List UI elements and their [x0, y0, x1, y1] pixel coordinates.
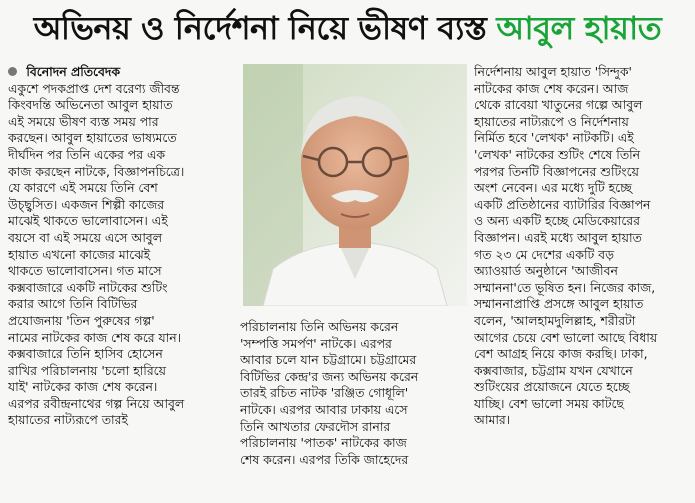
headline-accent-name: আবুল হায়াত: [496, 9, 662, 47]
text-line: হায়াতের নাট্যরূপে তারই: [8, 412, 128, 428]
text-line: পরিচালনায় 'পাতক' নাটকের কাজ: [240, 435, 407, 451]
text-line: কিংবদন্তি অভিনেতা আবুল হায়াত: [8, 97, 173, 113]
text-line: তিনি আখতার ফেরদৌস রানার: [240, 418, 391, 434]
text-line: পরপর তিনটি বিজ্ঞাপনের শুটিংয়ে: [474, 163, 639, 179]
text-line: নামের নাটকের কাজ শেষ করে যান।: [8, 329, 182, 345]
headline-main: অভিনয় ও নির্দেশনা নিয়ে ভীষণ ব্যস্ত: [33, 9, 487, 47]
text-line: গত ২৩ মে দেশের একটি বড়: [474, 246, 614, 262]
text-line: একটি প্রতিষ্ঠানের ব্যাটারির বিজ্ঞাপন: [474, 196, 651, 212]
text-line: বিটিভির কেন্দ্র'র জন্য অভিনয় করেন: [240, 368, 419, 384]
text-line: কক্সবাজারে তিনি হাসিব হোসেন: [8, 346, 163, 362]
text-line: সম্মাননা'তে ভূষিত হন। নিজের কাজ,: [474, 279, 656, 295]
text-line: 'লেখক' নাটকের শুটিং শেষে তিনি: [474, 146, 641, 162]
text-line: রাখির পরিচালনায় 'চলো হারিয়ে: [8, 362, 166, 378]
article-column-3: [474, 64, 689, 429]
text-line: হায়াতের নাট্যরূপে ও নির্দেশনায়: [474, 113, 629, 129]
text-line: মাঝেই থাকতে ভালোবাসেন। এই: [8, 213, 168, 229]
headline: [0, 0, 695, 60]
text-line: অংশ নেবেন। এর মধ্যে দুটি হচ্ছে: [474, 180, 632, 196]
text-line: অ্যাওয়ার্ড অনুষ্ঠানে 'আজীবন: [474, 263, 618, 279]
text-line: আমার।: [474, 412, 511, 428]
text-line: দীর্ঘদিন পর তিনি একের পর এক: [8, 146, 166, 162]
text-line: নাটকের কাজ শেষ করেন। আজ: [474, 80, 629, 96]
text-line: ও অন্য একটি হচ্ছে মেডিকেয়ারের: [474, 213, 640, 229]
text-line: নির্দেশনায় আবুল হায়াত 'সিন্দুক': [474, 64, 632, 79]
text-line: বয়সে বা এই সময়ে এসে আবুল: [8, 229, 162, 245]
text-line: যাচ্ছি। বেশ ভালো সময় কাটছে: [474, 395, 624, 411]
text-line: নাটকে। এরপর আবার ঢাকায় এসে: [240, 401, 408, 417]
text-line: করছেন। আবুল হায়াতের ভাষ্যমতে: [8, 130, 177, 146]
text-line: সম্মাননাপ্রাপ্তি প্রসঙ্গে আবুল হায়াত: [474, 296, 644, 312]
bullet-icon: [8, 67, 17, 76]
text-line: কাজ করছেন নাটকে, বিজ্ঞাপনচিত্রে।: [8, 163, 185, 179]
text-line: কক্সবাজারে একটি নাটকের শুটিং: [8, 279, 168, 295]
text-line: আগের চেয়ে বেশ ভালো আছে বিধায়: [474, 329, 658, 345]
text-line: উচ্ছ্বসিত। একজন শিল্পী কাজের: [8, 196, 165, 212]
text-line: শুটিংয়ের প্রয়োজনে যেতে হচ্ছে: [474, 379, 630, 395]
text-line: বলেন, 'আলহামদুলিল্লাহ, শরীরটা: [474, 312, 636, 328]
portrait-photo: [243, 64, 467, 306]
text-line: শেষ করেন। এরপর তিকি জাহেদের: [240, 451, 409, 467]
text-line: তারই রচিত নাটক 'রঞ্জিত গোধূলি': [240, 385, 409, 401]
text-line: এই সময়ে ভীষণ ব্যস্ত সময় পার: [8, 113, 159, 129]
text-line: এরপর রবীন্দ্রনাথের গল্প নিয়ে আবুল: [8, 395, 185, 411]
text-line: পরিচালনায় তিনি অভিনয় করেন: [240, 319, 399, 334]
text-line: যে কারণে এই সময়ে তিনি বেশ: [8, 180, 158, 196]
article-column-1: [8, 64, 233, 429]
text-line: যাই' নাটকের কাজ শেষ করেন।: [8, 379, 158, 395]
text-line: প্রযোজনায় 'তিন পুরুষের গল্প': [8, 312, 155, 328]
text-line: একুশে পদকপ্রাপ্ত দেশ বরেণ্য জীবন্ত: [8, 80, 180, 96]
text-line: বিজ্ঞাপন। এরই মধ্যে আবুল হায়াত: [474, 229, 642, 245]
text-line: থেকে রাবেয়া খাতুনের গল্পে আবুল: [474, 97, 643, 113]
text-line: আবার চলে যান চট্টগ্রামে। চট্টগ্রামের: [240, 352, 417, 368]
text-line: নির্মিত হবে 'লেখক' নাটকটি। এই: [474, 130, 634, 146]
byline-text: বিনোদন প্রতিবেদক: [26, 64, 121, 79]
text-line: হায়াত এখনো কাজের মাঝেই: [8, 246, 151, 262]
text-line: 'সম্পত্তি সমর্পণ' নাটকে। এরপর: [240, 335, 392, 351]
text-line: বেশ আগ্রহ নিয়ে কাজ করছি। ঢাকা,: [474, 346, 648, 362]
text-line: করার আগে তিনি বিটিভির: [8, 296, 138, 312]
article-column-2: [240, 319, 468, 468]
byline: [8, 64, 233, 81]
text-line: কক্সবাজার, চট্টগ্রাম যখন যেখানে: [474, 362, 633, 378]
text-line: থাকতে ভালোবাসেন। গত মাসে: [8, 263, 162, 279]
